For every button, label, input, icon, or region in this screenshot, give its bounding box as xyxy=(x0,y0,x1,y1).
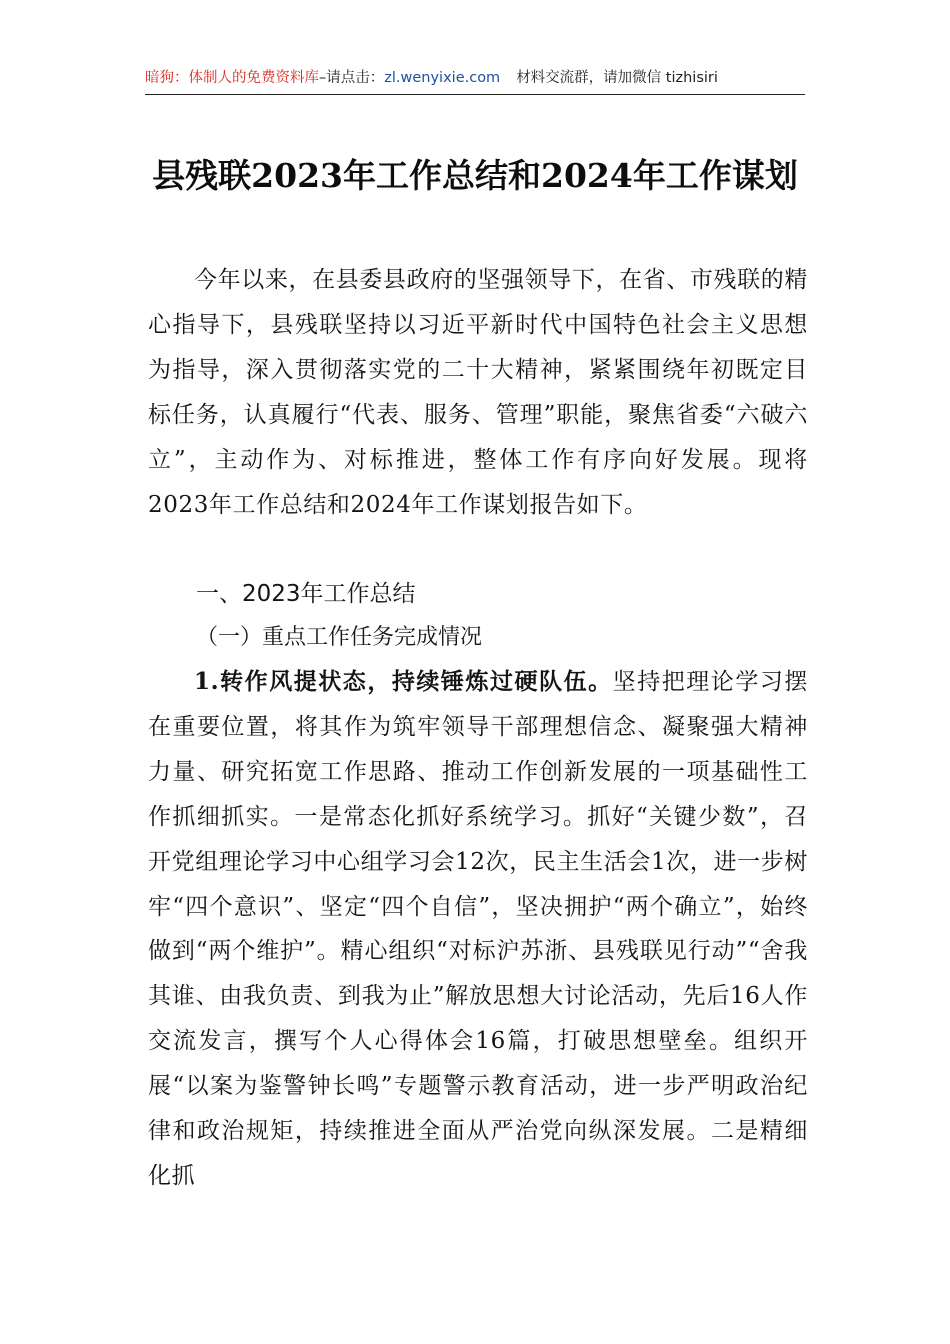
intro-paragraph: 今年以来，在县委县政府的坚强领导下，在省、市残联的精心指导下，县残联坚持以习近平新时代中国特色社会主义思想为指导，深入贯彻落实党的二十大精神，紧紧围绕年初既定目标任务，认真履行“代表、服务、管理”职能，聚焦省委“六破六立”，主动作为、对标推进，整体工作有序向好发展。现将2023年工作总结和2024年工作谋划报告如下。 xyxy=(148,267,808,518)
header-contact: 材料交流群，请加微信 tizhisiri xyxy=(516,70,718,86)
header-click-prefix: –请点击： xyxy=(319,70,385,86)
item-paragraph xyxy=(148,660,808,1199)
subsection-heading: （一）重点工作任务完成情况 xyxy=(196,625,483,650)
item-body: 坚持把理论学习摆在重要位置，将其作为筑牢领导干部理想信念、凝聚强大精神力量、研究拓宽工作思路、推动工作创新发展的一项基础性工作抓细抓实。一是常态化抓好系统学习。抓好“关键少数”，召开党组理论学习中心组学习会12次，民主生活会1次，进一步树牢“四个意识”、坚定“四个自信”，坚决拥护“两个确立”，始终做到“两个维护”。精心组织“对标沪苏浙、县残联见行动”“舍我其谁、由我负责、到我为止”解放思想大讨论活动，先后16人作交流发言，撰写个人心得体会16篇，打破思想壁垒。组织开展“以案为鉴警钟长鸣”专题警示教育活动，进一步严明政治纪律和政治规矩，持续推进全面从严治党向纵深发展。二是精细化抓 xyxy=(148,669,808,1189)
item-lead: 1.转作风提状态，持续锤炼过硬队伍。 xyxy=(194,668,613,695)
header-brand: 暗狗：体制人的免费资料库 xyxy=(145,70,319,86)
section-heading: 一、2023年工作总结 xyxy=(196,581,416,607)
header-link[interactable]: zl.wenyixie.com xyxy=(384,70,501,86)
page-header xyxy=(145,66,805,95)
document-title: 县残联2023年工作总结和2024年工作谋划 xyxy=(152,156,798,195)
